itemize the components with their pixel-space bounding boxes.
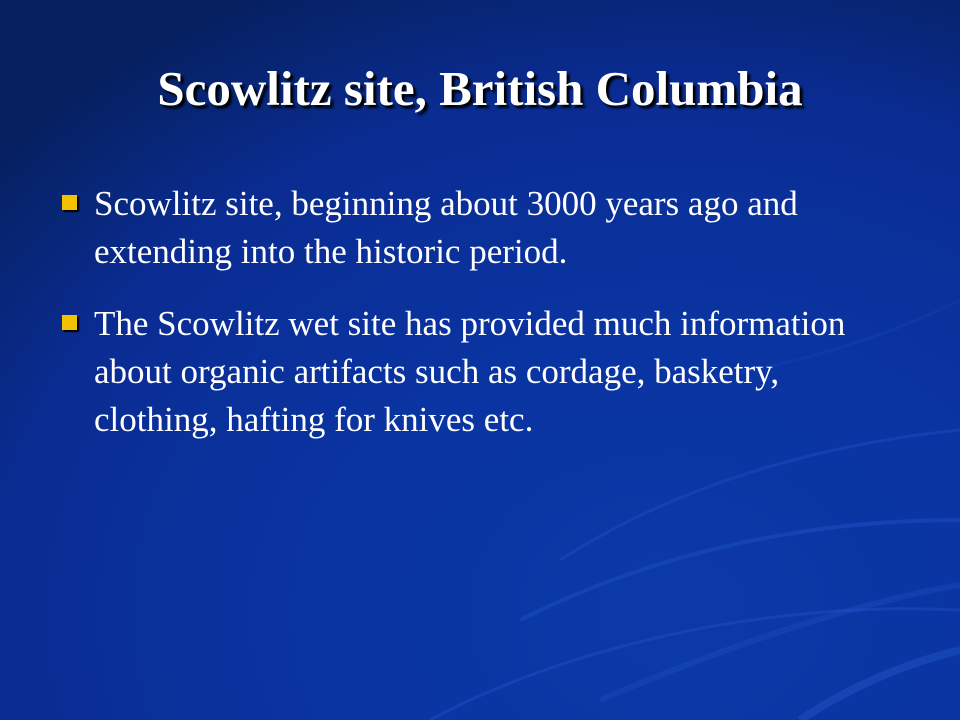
bullet-list <box>58 180 878 468</box>
bullet-text: The Scowlitz wet site has provided much information about organic artifacts such as cordage, basketry, clothing, hafting for knives etc. <box>94 304 846 439</box>
bullet-text: Scowlitz site, beginning about 3000 years ago and extending into the historic period. <box>94 184 798 271</box>
bullet-item <box>58 300 878 444</box>
square-bullet-icon <box>62 195 77 210</box>
bullet-item <box>58 180 878 276</box>
slide-title: Scowlitz site, British Columbia <box>157 61 803 116</box>
square-bullet-icon <box>62 315 77 330</box>
